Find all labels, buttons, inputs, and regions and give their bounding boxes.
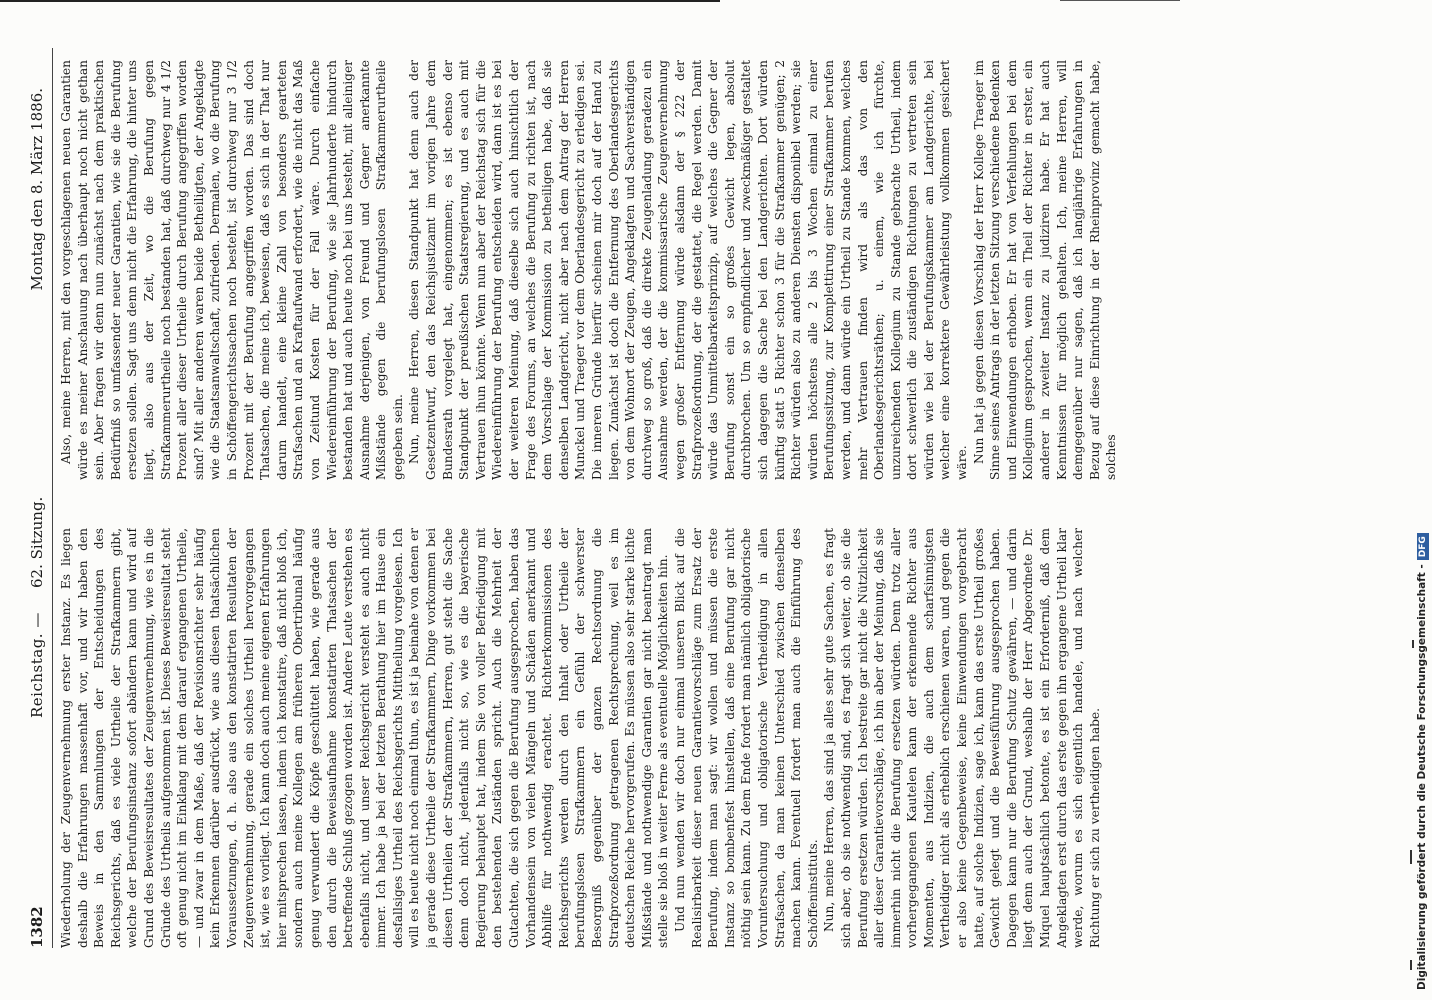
digitization-credit [1416,533,1429,990]
paragraph: Nun, meine Herren, diesen Standpunkt hat denn auch der Gesetzentwurf, den das Reichsjustizamt im vorigen Jahre dem Bundesrath vorgelegt hat, eingenommen; es ist ebenso der Standpunkt der preußischen Staatsregierung, und es auch mit Vertrauen ihun könnte. Wenn nun aber der Reichstag sich für die Wiedereinführung der Berufung entscheiden wird, dann ist es bei der weiteren Meinung, daß dieselbe sich auch hinsichtlich der Frage des Forums, an welches die Berufung zu richten ist, nach dem Vorschlage der Kommission zu betheiligen habe, daß sie denselben Landgericht, nicht aber nach dem Antrag der Herren Munckel und Traeger vor dem Oberlandesgericht zu erledigen sei. Die inneren Gründe hierfür scheinen mir doch auf der Hand zu liegen. Zunächst ist doch die Entfernung des Oberlandesgerichts von dem Wohnort der Zeugen, Angeklagten und Sachverständigen durchweg so groß, daß die direkte Zeugenladung geradezu ein Ausnahme werden, der die kommissarische Zeugenvernehmung wegen großer Entfernung würde alsdann der § 222 der Strafprozeßordnung, der die gestattet, die Regel werden. Damit würde das Unmittelbarkeitsprinzip, auf welches die Gegner der Berufung sonst ein so großes Gewicht legen, absolut durchbrochen. Um so empfindlicher und zweckmäßiger gestaltet sich dagegen die Sache bei den Landgerichten. Dort würden künftig statt 5 Richter schon 3 für die Strafkammer genügen; 2 Richter würden also zu anderen Diensten disponibel werden; sie würden höchstens alle 2 bis 3 Wochen einmal zu einer Berufungssitzung, zur Komplettirung einer Strafkammer berufen werden, und dann würde ein Urtheil zu Stande kommen, welches mehr Vertrauen finden wird als das von den Oberlandesgerichtsräthen; u. einem, wie ich fürchte, unzureichenden Kollegium zu Stande gebrachte Urtheil, indem dort schwerlich die zuständigen Richtungen zu vertreten sein würden wie bei der Berufungskammer am Landgerichte, bei welcher eine korrektere Gewährleistung vollkommen gesichert wäre. [407,60,970,480]
credit-text: Digitalisierung gefördert durch die Deutsche Forschungsgemeinschaft - [1416,564,1428,990]
running-head [28,48,50,948]
paragraph: Nun, meine Herren, das sind ja alles sehr gute Sachen, es fragt sich aber, ob sie nothwendig sind, es fragt sich weiter, ob sie die Berufung ersetzen würden. Ich bestreite gar nicht die Nützlichkeit aller dieser Garantievorschläge, ich bin aber der Meinung, daß sie immerhin nicht die Berufung ersetzen würden. Denn trotz aller vorhergegangenen Kautelen kann der erkennende Richter aus Momenten, aus Indizien, die auch dem scharfsinnigsten Vertheidiger nicht als erheblich erschienen waren, und gegen die er also keine Gegenbeweise, keine Einwendungen vorgebracht hatte, auf solche Indizien, sage ich, kann das erste Urtheil großes Gewicht gelegt und die Beweisführung ausgesprochen haben. Dagegen kann nur die Berufung Schutz gewähren, — und darin liegt denn auch der Grund, weshalb der Herr Abgeordnete Dr. Miquel hauptsächlich betonte, es ist ein Erforderniß, daß dem Angeklagten erst durch das erste gegen ihn ergangene Urtheil klar werde, worum es sich eigentlich handele, und nach welcher Richtung er sich zu vertheidigen habe. [822,528,1102,948]
margin-mark [1412,640,1414,648]
paragraph: Nun hat ja gegen diesen Vorschlag der Herr Kollege Traeger im Sinne seines Antrags in der letzten Sitzung verschiedene Bedenken und Einwendungen erhoben. Er hat von Verfehlungen bei dem Kollegium gesprochen, wenn ein Theil der Richter in erster, ein anderer in zweiter Instanz zu judiziren habe. Er hat auch Kenntnissen für möglich gehalten. Ich, meine Herren, will demgegenüber nur sagen, daß ich langjährige Erfahrungen in Bezug auf diese Einrichtung in der Rheinprovinz gemacht habe, solches [971,60,1119,480]
margin-mark [1410,850,1412,864]
running-head-session: 62. Sitzung. [28,496,46,588]
running-head-date: Montag den 8. März 1886. [28,88,46,291]
margin-mark [1410,960,1412,970]
paragraph: Also, meine Herren, mit den vorgeschlagenen neuen Garantien würde es meiner Anschauung nach überhaupt noch nicht gethan sein. Aber fragen wir denn nun zunächst nach dem praktischen Bedürfniß so umfassender neuer Garantien, wie sie die Berufung ersetzen sollen. Sagt uns denn nicht die Erfahrung, die hinter uns liegt, also aus der Zeit, wo die Berufung gegen Strafkammerurtheile noch bestanden hat, daß durchweg nur 4 1/2 Prozent aller dieser Urtheile durch Berufung angegriffen worden sind? Mit aller anderen waren beide Betheiligten, der Angeklagte wie die Staatsanwaltschaft, zufrieden. Dermalen, wo die Berufung in Schöffengerichtssachen noch besteht, ist durchweg nur 3 1/2 Prozent mit der Berufung angegriffen worden. Das sind doch Thatsachen, die meine ich, beweisen, daß es sich in der That nur darum handelt, eine kleine Zahl von besonders gearteten Strafsachen und an Kraftaufwand erfordert, wie die nicht das Maß von Zeitund Kosten für der Fall wäre. Durch einfache Wiedereinführung der Berufung, wie sie Jahrhunderte hindurch bestanden hat und auch heute noch bei uns besteht, mit alleiniger Ausnahme derjenigen, von Freund und Gegner anerkannte Mißstände gegen die berufungslosen Strafkammerurtheile gegeben sein. [59,60,405,480]
text-column-left [58,528,1388,948]
paragraph: Und nun wenden wir doch nur einmal unseren Blick auf die Realisirbarkeit dieser neuen Garantievorschläge zum Ersatz der Berufung, indem man sagt: wir wollen und müssen die erste Instanz so bombenfest hinstellen, daß eine Berufung gar nicht nöthig sein kann. Zu dem Ende fordert man nämlich obligatorische Voruntersuchung und obligatorische Vertheidigung in allen Strafsachen, da man keinen Unterschied zwischen denselben machen kann. Eventuell fordert man auch die Einführung des Schöffeninstituts. [672,528,820,948]
header-rule [52,48,53,948]
page-number: 1382 [28,906,46,948]
running-head-title: Reichstag. — [28,612,46,718]
dfg-logo: DFG [1417,533,1429,560]
paragraph: Wiederholung der Zeugenvernehmung erster Instanz. Es liegen deshalb die Erfahrungen massenhaft vor, und wir haben den Beweis in den Sammlungen der Entscheidungen des Reichsgerichts, daß es viele Urtheile der Strafkammern gibt, welche der Berufungsinstanz sofort abändern kann und wird auf Grund des Beweisresultates der Zeugenvernehmung, wie es in die Gründe des Urtheils aufgenommen ist. Dieses Beweisresultat steht oft genug nicht im Einklang mit dem darauf ergangenen Urtheile, — und zwar in dem Maße, daß der Revisionsrichter sehr häufig kein Erkennen darüber ausdrückt, wie aus diesen thatsächlichen Voraussetzungen, d. h. also aus den konstatirten Resultaten der Zeugenvernehmung, gerade ein solches Urtheil hervorgegangen ist, wie es vorliegt. Ich kann doch auch meine eigenen Erfahrungen hier mitsprechen lassen, indem ich konstatire, daß nicht bloß ich, sondern auch meine Kollegen am früheren Obertribunal häufig genug verwundert die Köpfe geschüttelt haben, wie gerade aus den durch die Beweisaufnahme konstatirten Thatsachen der betreffende Schluß gezogen worden ist. Andere Leute verstehen es ebenfalls nicht, und unser Reichsgericht versteht es auch nicht immer. Ich habe ja bei der letzten Berathung hier im Hause ein desfallsiges Urtheil des Reichsgerichts Mittheilung vorgelesen. Ich will es heute nicht noch einmal thun, es ist ja beinahe von denen er ja gerade diese Urtheile der Strafkammern, Dinge vorkommen bei diesen Urtheilen der Strafkammern, Herren, gut steht die Sache denn doch nicht, jedenfalls nicht so, wie es die bayerische Regierung behauptet hat, indem Sie von voller Befriedigung mit den bestehenden Zuständen spricht. Auch die Mehrheit der Gutachten, die sich gegen die Berufung ausgesprochen, haben das Vorhandensein von vielen Mängeln und Schäden anerkannt und Abhilfe für nothwendig erachtet. Richterkommissionen des Reichsgerichts werden durch den Inhalt oder Urtheile der berufungslosen Strafkammern ein Gefühl der schwerster Besorgniß gegenüber der ganzen Rechtsordnung die Strafprozeßordnung getragenen Rechtsprechung, weil es im deutschen Reiche hervorgerufen. Es müssen also sehr starke lichte Mißstände und nothwendige Garantien gar nicht beantragt man stelle sie bloß in weiter Ferne als eventuelle Möglichkeiten hin. [59,528,671,948]
text-column-right [58,60,1388,480]
